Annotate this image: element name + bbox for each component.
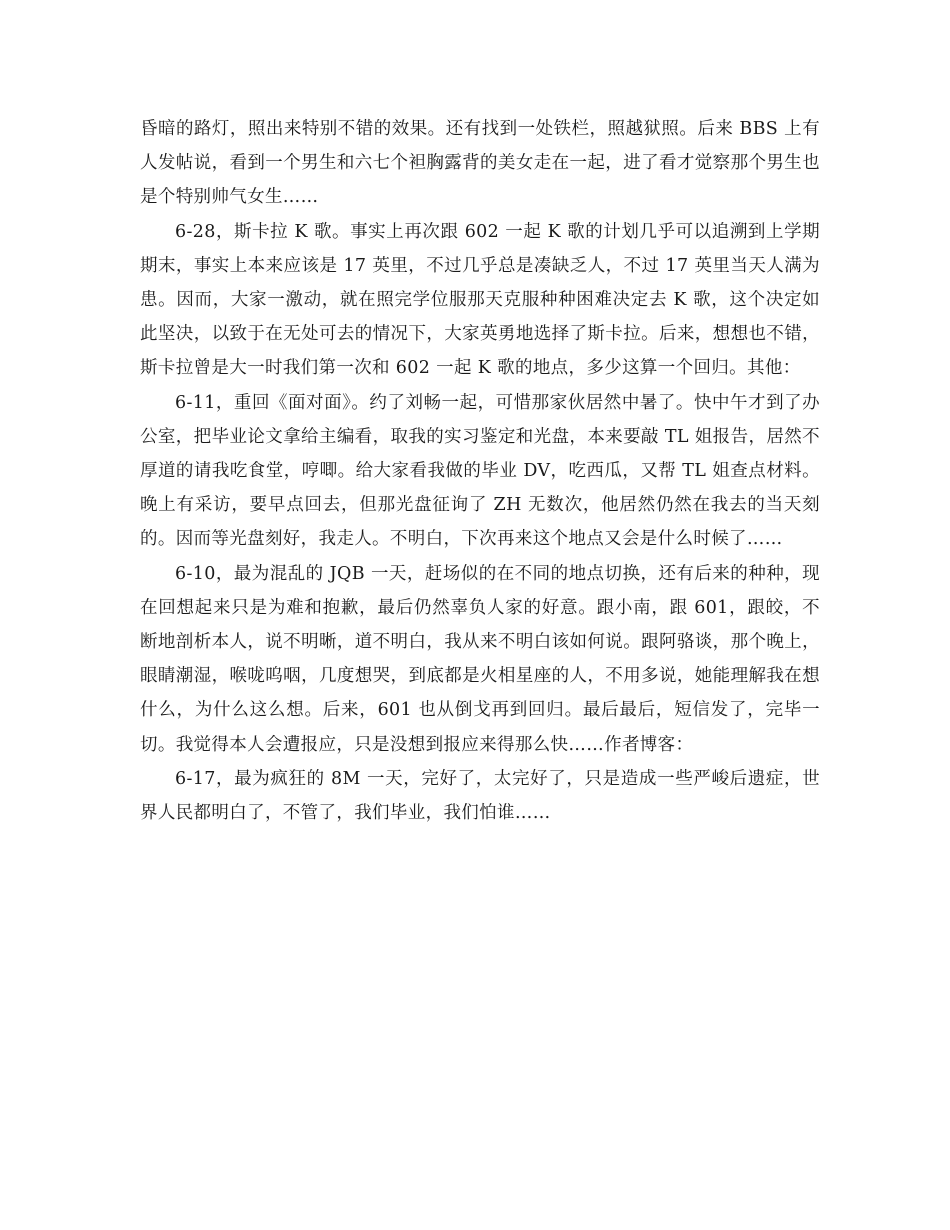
paragraph-continuation: 昏暗的路灯，照出来特别不错的效果。还有找到一处铁栏，照越狱照。后来 BBS 上有人发帖说，看到一个男生和六七个袒胸露背的美女走在一起，进了看才觉察那个男生也是个特别帅气女生…… — [140, 119, 820, 208]
paragraph-6-11: 6-11，重回《面对面》。约了刘畅一起，可惜那家伙居然中暑了。快中午才到了办公室，把毕业论文拿给主编看，取我的实习鉴定和光盘，本来要敲 TL 姐报告，居然不厚道的请我吃食堂，哼唧。给大家看我做的毕业 DV，吃西瓜，又帮 TL 姐查点材料。晚上有采访，要早点回去，但那光盘征询了 ZH 无数次，他居然仍然在我去的当天刻的。因而等光盘刻好，我走人。不明白，下次再来这个地点又会是什么时候了…… — [140, 392, 820, 550]
document-body — [140, 112, 820, 830]
paragraph-6-17: 6-17，最为疯狂的 8M 一天，完好了，太完好了，只是造成一些严峻后遗症，世界人民都明白了，不管了，我们毕业，我们怕谁…… — [140, 768, 820, 824]
paragraph-6-10: 6-10，最为混乱的 JQB 一天，赶场似的在不同的地点切换，还有后来的种种，现在回想起来只是为难和抱歉，最后仍然辜负人家的好意。跟小南，跟 601，跟皎，不断地剖析本人，说不明晰，道不明白，我从来不明白该如何说。跟阿骆谈，那个晚上，眼睛潮湿，喉咙呜咽，几度想哭，到底都是火相星座的人，不用多说，她能理解我在想什么，为什么这么想。后来，601 也从倒戈再到回归。最后最后，短信发了，完毕一切。我觉得本人会遭报应，只是没想到报应来得那么快……作者博客： — [140, 563, 820, 755]
paragraph-6-28: 6-28，斯卡拉 K 歌。事实上再次跟 602 一起 K 歌的计划几乎可以追溯到上学期期末，事实上本来应该是 17 英里，不过几乎总是凑缺乏人，不过 17 英里当天人满为患。因而，大家一激动，就在照完学位服那天克服种种困难决定去 K 歌，这个决定如此坚决，以致于在无处可去的情况下，大家英勇地选择了斯卡拉。后来，想想也不错，斯卡拉曾是大一时我们第一次和 602 一起 K 歌的地点，多少这算一个回归。其他： — [140, 221, 820, 379]
